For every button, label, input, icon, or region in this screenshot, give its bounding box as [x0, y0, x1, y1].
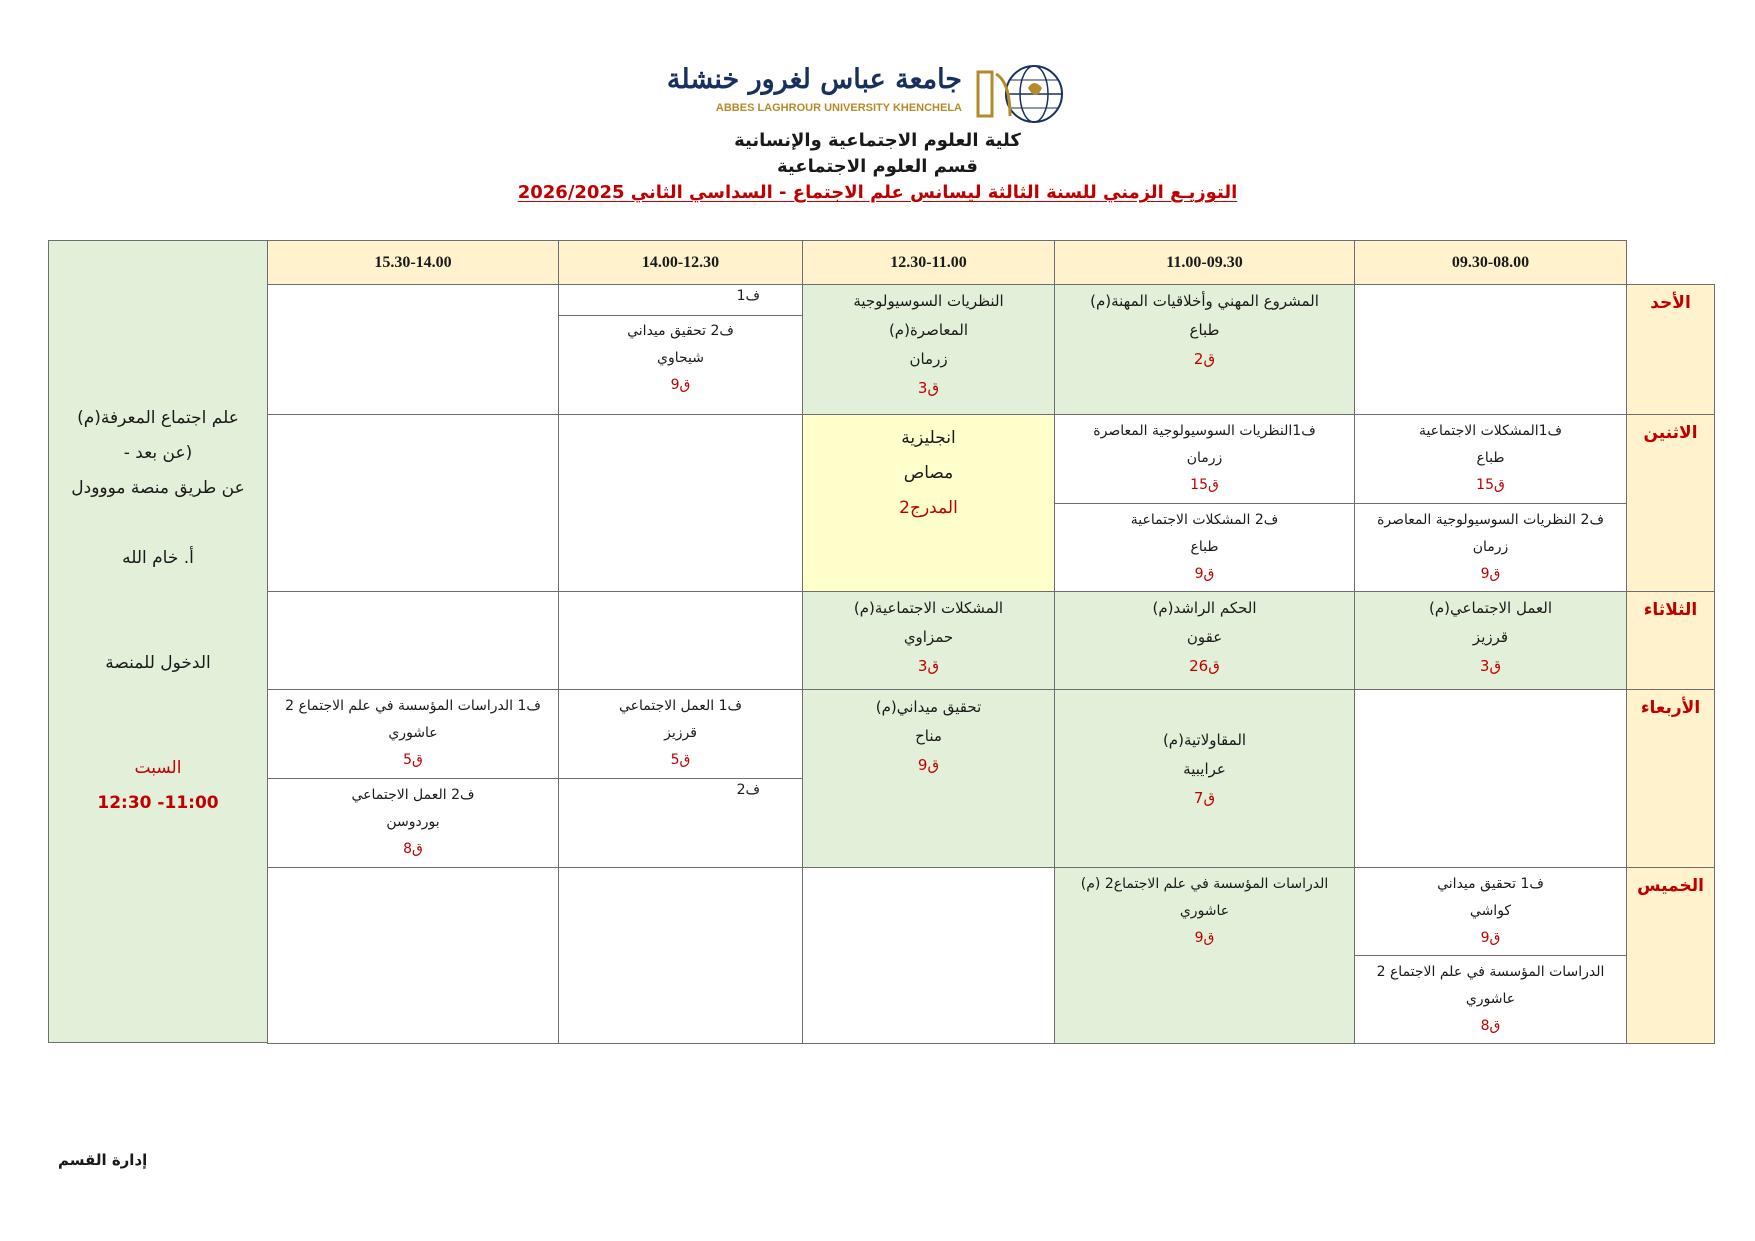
online-course-platform: عن طريق منصة مووودل: [71, 478, 245, 498]
room-number: ق2: [1193, 350, 1216, 368]
course-name: ف1 العمل الاجتماعي: [618, 698, 743, 714]
online-course-mode: (عن بعد -: [123, 443, 193, 463]
schedule-title: [0, 182, 1755, 203]
wednesday-slot-4-group-2: [558, 778, 803, 868]
room-number: ق26: [1189, 657, 1220, 675]
sunday-slot-5-empty: [267, 284, 559, 415]
teacher-name: شيحاوي: [657, 350, 704, 366]
monday-slot-1-group-2: [1354, 503, 1627, 592]
tuesday-slot-3: [802, 591, 1055, 690]
online-course-name: علم اجتماع المعرفة(م): [77, 408, 239, 428]
group-label: ف1: [736, 288, 760, 304]
sunday-slot-1-empty: [1354, 284, 1627, 415]
course-name: تحقيق ميداني(م): [875, 698, 982, 716]
room-number: ق9: [1480, 930, 1501, 946]
teacher-name: عاشوري: [1465, 991, 1516, 1007]
time-header-5: 15.30-14.00: [267, 240, 559, 285]
monday-slot-4-empty: [558, 414, 803, 592]
teacher-name: مصاص: [903, 463, 954, 483]
wednesday-slot-5-group-1: [267, 689, 559, 779]
course-name: ف2 تحقيق ميداني: [627, 323, 734, 339]
day-wednesday: الأربعاء: [1626, 689, 1715, 868]
day-tuesday: الثلاثاء: [1626, 591, 1715, 690]
time-header-2: 11.00-09.30: [1054, 240, 1355, 285]
teacher-name: زرمان: [1186, 450, 1223, 466]
day-thursday: الخميس: [1626, 867, 1715, 1044]
room-number: ق9: [917, 756, 940, 774]
department-name: قسم العلوم الاجتماعية: [777, 156, 978, 177]
thursday-slot-1-group-2: [1354, 955, 1627, 1044]
online-course-teacher: أ. خام الله: [122, 548, 194, 568]
room-number: ق3: [917, 379, 940, 397]
course-name: الحكم الراشد(م): [1152, 599, 1257, 617]
room-number: ق3: [917, 657, 940, 675]
teacher-name: طباع: [1189, 321, 1220, 339]
wednesday-slot-1-empty: [1354, 689, 1627, 868]
course-name-cont: المعاصرة(م): [888, 321, 969, 339]
course-name: ف2 النظريات السوسيولوجية المعاصرة: [1377, 512, 1604, 528]
time-header-1: 09.30-08.00: [1354, 240, 1627, 285]
teacher-name: عقون: [1186, 628, 1223, 646]
tuesday-slot-1: [1354, 591, 1627, 690]
teacher-name: طباع: [1190, 539, 1219, 555]
course-name: ف1 الدراسات المؤسسة في علم الاجتماع 2: [285, 698, 541, 714]
tuesday-slot-2: [1054, 591, 1355, 690]
online-course-panel: [48, 240, 268, 1043]
day-sunday: الأحد: [1626, 284, 1715, 415]
wednesday-slot-5-group-2: [267, 778, 559, 868]
wednesday-slot-4-group-1: [558, 689, 803, 779]
group-label: ف2: [736, 782, 760, 798]
room-number: ق7: [1193, 789, 1216, 807]
teacher-name: زرمان: [909, 350, 948, 368]
course-name: ف1 تحقيق ميداني: [1437, 876, 1544, 892]
room-number: ق9: [670, 377, 691, 393]
time-header-4: 14.00-12.30: [558, 240, 803, 285]
room-number: ق8: [1480, 1018, 1501, 1034]
logo-arabic-text: جامعة عباس لغرور خنشلة: [666, 64, 962, 95]
online-course-day: السبت: [134, 758, 182, 778]
teacher-name: عاشوري: [388, 725, 438, 741]
university-emblem-icon: [970, 62, 1070, 126]
course-name: المشكلات الاجتماعية(م): [853, 599, 1004, 617]
course-name: المشروع المهني وأخلاقيات المهنة(م): [1090, 292, 1319, 310]
course-name: انجليزية: [901, 428, 956, 448]
sunday-slot-3: [802, 284, 1055, 415]
sunday-slot-4-group-2: [558, 315, 803, 415]
course-name: الدراسات المؤسسة في علم الاجتماع2 (م): [1080, 876, 1329, 892]
room-number: ق15: [1476, 477, 1505, 493]
room-number: ق3: [1479, 657, 1502, 675]
sunday-slot-2: [1054, 284, 1355, 415]
university-logo: [666, 62, 1070, 126]
logo-english-text: ABBES LAGHROUR UNIVERSITY KHENCHELA: [715, 102, 962, 114]
teacher-name: بوردوسن: [386, 814, 440, 830]
teacher-name: طباع: [1476, 450, 1505, 466]
thursday-slot-5-empty: [267, 867, 559, 1044]
room-number: ق9: [1480, 566, 1501, 582]
course-name: ف2 المشكلات الاجتماعية: [1130, 512, 1279, 528]
monday-slot-3: [802, 414, 1055, 592]
tuesday-slot-5-empty: [267, 591, 559, 690]
room-number: المدرج2: [899, 498, 958, 518]
teacher-name: عرايبية: [1183, 760, 1226, 778]
day-monday: الاثنين: [1626, 414, 1715, 592]
room-number: ق5: [670, 752, 691, 768]
teacher-name: حمزاوي: [903, 628, 954, 646]
teacher-name: قرزيز: [1472, 628, 1509, 646]
faculty-name: كلية العلوم الاجتماعية والإنسانية: [734, 130, 1021, 151]
thursday-slot-1-group-1: [1354, 867, 1627, 956]
wednesday-slot-2: [1054, 689, 1355, 868]
monday-slot-2-group-2: [1054, 503, 1355, 592]
tuesday-slot-4-empty: [558, 591, 803, 690]
thursday-slot-4-empty: [558, 867, 803, 1044]
course-name: ف1النظريات السوسيولوجية المعاصرة: [1093, 423, 1316, 439]
course-name: الدراسات المؤسسة في علم الاجتماع 2: [1376, 964, 1605, 980]
teacher-name: كواشي: [1469, 903, 1512, 919]
room-number: ق9: [1194, 930, 1215, 946]
teacher-name: عاشوري: [1179, 903, 1230, 919]
monday-slot-1-group-1: [1354, 414, 1627, 504]
wednesday-slot-3: [802, 689, 1055, 868]
room-number: ق8: [403, 841, 423, 857]
room-number: ق15: [1190, 477, 1219, 493]
teacher-name: زرمان: [1472, 539, 1509, 555]
monday-slot-5-empty: [267, 414, 559, 592]
room-number: ق9: [1194, 566, 1215, 582]
course-name: المقاولاتية(م): [1162, 731, 1247, 749]
sunday-slot-4-group-1: [558, 284, 803, 316]
thursday-slot-3-empty: [802, 867, 1055, 1044]
teacher-name: مناح: [915, 727, 942, 745]
course-name: ف2 العمل الاجتماعي: [351, 787, 475, 803]
thursday-slot-2: [1054, 867, 1355, 1044]
monday-slot-2-group-1: [1054, 414, 1355, 504]
online-course-time: 11:00- 12:30: [97, 793, 219, 813]
teacher-name: قرزيز: [664, 725, 697, 741]
room-number: ق5: [403, 752, 423, 768]
course-name: العمل الاجتماعي(م): [1429, 599, 1552, 617]
department-admin-signature: إدارة القسم: [58, 1151, 148, 1169]
platform-access-link[interactable]: الدخول للمنصة: [105, 653, 211, 673]
course-name: ف1المشكلات الاجتماعية: [1418, 423, 1563, 439]
course-name: النظريات السوسيولوجية: [853, 292, 1004, 310]
time-header-3: 12.30-11.00: [802, 240, 1055, 285]
schedule-title-text: التوزيـع الزمني للسنة الثالثة ليسانس علم الاجتماع - السداسي الثاني 2026/2025: [517, 182, 1238, 203]
